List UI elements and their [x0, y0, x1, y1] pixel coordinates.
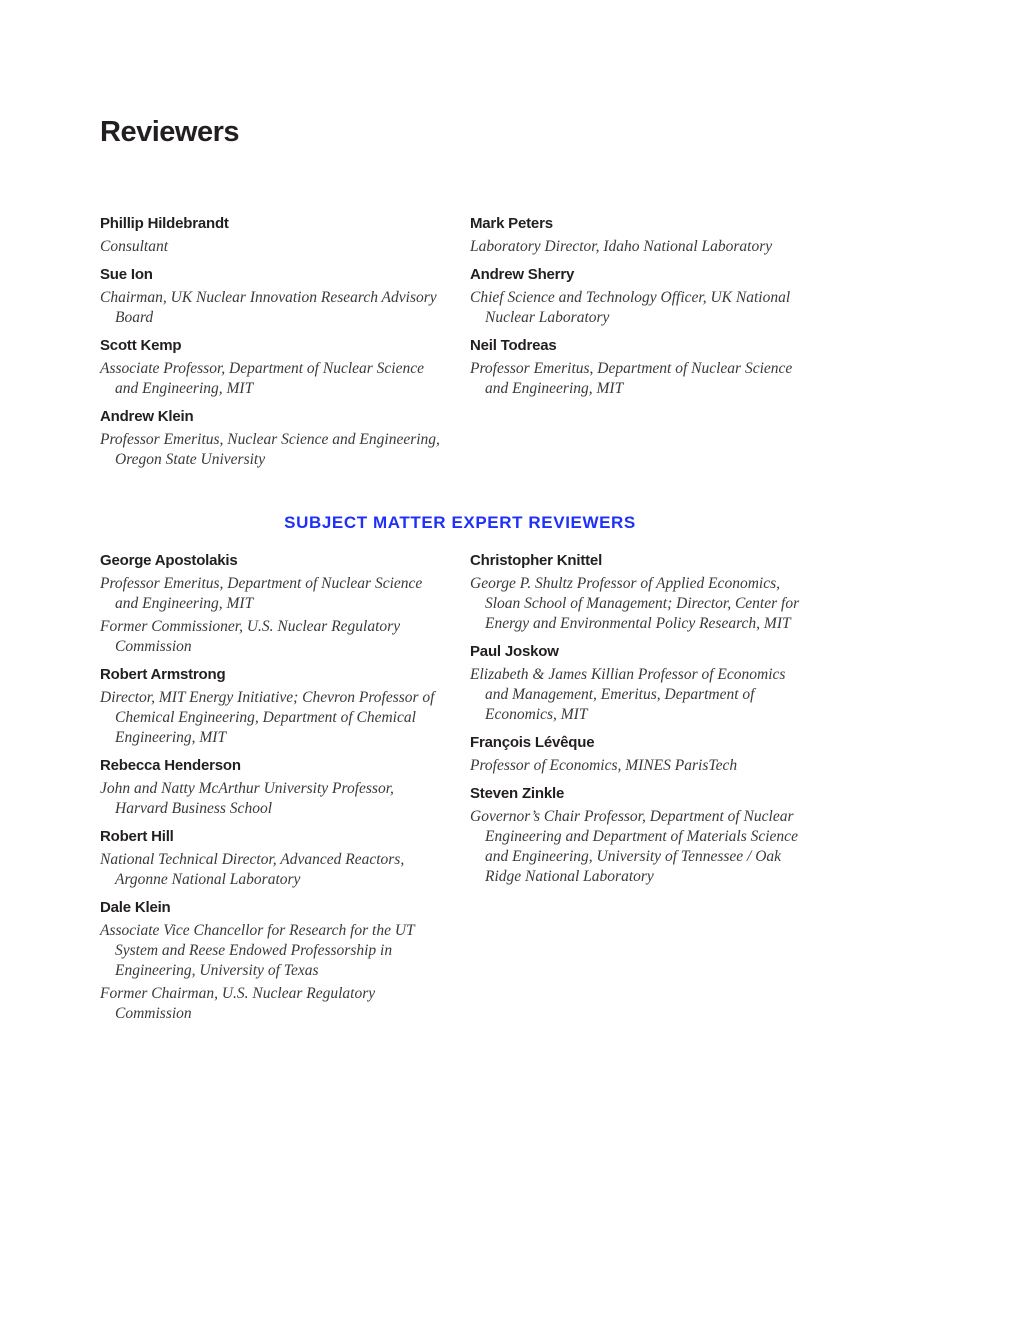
reviewer-role: Governor’s Chair Professor, Department of Nuclear Engineering and Department of Materials Science and Engineering, University of Tennessee / Oak Ridge National Laboratory: [470, 808, 798, 885]
reviewer-entry: [100, 898, 440, 1024]
reviewer-name: George Apostolakis: [100, 552, 238, 569]
reviewer-role: National Technical Director, Advanced Reactors, Argonne National Laboratory: [100, 851, 405, 888]
reviewer-entry: [100, 551, 440, 657]
reviewer-role: John and Natty McArthur University Professor, Harvard Business School: [100, 780, 394, 817]
sme-left-column: [100, 551, 440, 1032]
reviewer-name: Phillip Hildebrandt: [100, 215, 229, 232]
sme-right-column: [470, 551, 810, 895]
reviewer-entry: [100, 265, 440, 328]
reviewer-name: Rebecca Henderson: [100, 757, 241, 774]
reviewer-entry: [470, 336, 810, 399]
reviewer-entry: [470, 551, 810, 634]
reviewer-name: Andrew Klein: [100, 408, 194, 425]
reviewer-entry: [470, 784, 810, 887]
reviewer-role: Consultant: [100, 238, 169, 255]
section-heading: SUBJECT MATTER EXPERT REVIEWERS: [284, 513, 636, 532]
reviewer-role: Chairman, UK Nuclear Innovation Research Advisory Board: [100, 289, 437, 326]
reviewer-name: Paul Joskow: [470, 643, 559, 660]
reviewer-role: Elizabeth & James Killian Professor of Economics and Management, Emeritus, Department of Economics, MIT: [470, 666, 786, 723]
reviewer-entry: [100, 665, 440, 748]
reviewer-entry: [100, 336, 440, 399]
reviewer-entry: [470, 214, 810, 257]
reviewer-entry: [470, 733, 810, 776]
reviewer-name: Dale Klein: [100, 899, 171, 916]
page-title: Reviewers: [100, 116, 239, 148]
reviewer-role: George P. Shultz Professor of Applied Economics, Sloan School of Management; Director, Center for Energy and Environmental Policy Research, MIT: [470, 575, 800, 632]
reviewer-name: François Lévêque: [470, 734, 595, 751]
reviewer-role: Chief Science and Technology Officer, UK National Nuclear Laboratory: [470, 289, 791, 326]
reviewer-name: Mark Peters: [470, 215, 553, 232]
reviewer-role: Professor Emeritus, Department of Nuclear Science and Engineering, MIT: [470, 360, 793, 397]
reviewer-name: Robert Hill: [100, 828, 174, 845]
reviewers-right-column: [470, 214, 810, 407]
reviewer-role: Associate Vice Chancellor for Research for the UT System and Reese Endowed Professorship in Engineering, University of Texas: [100, 922, 415, 979]
reviewer-role: Professor Emeritus, Nuclear Science and Engineering, Oregon State University: [100, 431, 440, 468]
reviewer-entry: [100, 827, 440, 890]
reviewers-left-column: [100, 214, 440, 478]
reviewer-entry: [470, 642, 810, 725]
reviewer-entry: [100, 756, 440, 819]
reviewer-entry: [470, 265, 810, 328]
reviewer-role: Professor of Economics, MINES ParisTech: [470, 757, 738, 774]
reviewer-role: Former Commissioner, U.S. Nuclear Regulatory Commission: [100, 618, 401, 655]
reviewer-entry: [100, 214, 440, 257]
reviewer-name: Neil Todreas: [470, 337, 557, 354]
reviewer-name: Scott Kemp: [100, 337, 182, 354]
reviewer-name: Andrew Sherry: [470, 266, 575, 283]
reviewer-name: Sue Ion: [100, 266, 153, 283]
reviewer-name: Robert Armstrong: [100, 666, 226, 683]
reviewer-role: Associate Professor, Department of Nuclear Science and Engineering, MIT: [100, 360, 425, 397]
reviewer-role: Laboratory Director, Idaho National Laboratory: [470, 238, 773, 255]
reviewer-name: Christopher Knittel: [470, 552, 603, 569]
reviewer-role: Professor Emeritus, Department of Nuclear Science and Engineering, MIT: [100, 575, 423, 612]
reviewer-role: Former Chairman, U.S. Nuclear Regulatory Commission: [100, 985, 376, 1022]
reviewer-entry: [100, 407, 440, 470]
reviewer-name: Steven Zinkle: [470, 785, 565, 802]
reviewer-role: Director, MIT Energy Initiative; Chevron Professor of Chemical Engineering, Department of Chemical Engineering, MIT: [100, 689, 435, 746]
